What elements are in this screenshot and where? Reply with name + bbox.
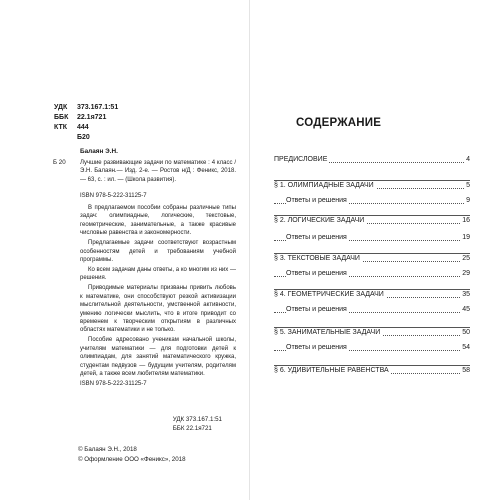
toc-entry-label: § 1. ОЛИМПИАДНЫЕ ЗАДАЧИ <box>274 182 374 189</box>
annotation-paragraph: Предлагаемые задачи соответствуют возрастным особенностям детей и требованиям учебной программы. <box>80 240 236 264</box>
toc-entry-label: § 3. ТЕКСТОВЫЕ ЗАДАЧИ <box>274 255 360 262</box>
card-code: Б 20 <box>53 159 66 166</box>
toc-subentry <box>274 269 470 279</box>
toc-entry <box>274 253 470 264</box>
toc-entry-label: § 6. УДИВИТЕЛЬНЫЕ РАВЕНСТВА <box>274 367 389 374</box>
sig-udc: УДК 373.167.1:51 <box>172 416 222 423</box>
udc-line <box>54 103 118 113</box>
ktk-line <box>54 123 118 133</box>
toc-page-number: 4 <box>466 156 470 163</box>
copyright-block <box>78 445 186 465</box>
toc-page-number: 45 <box>462 306 470 313</box>
annotation <box>80 204 236 389</box>
bibliographic-description: Лучшие развивающие задачи по математике : 4 класс / Э.Н. Балаян.— Изд. 2-е. — Ростов н/Д : Феникс, 2018. — 63, с. : ил. — (Школа развития). <box>80 160 236 183</box>
toc-subentry <box>274 233 470 243</box>
author-name: Балаян Э.Н. <box>80 148 118 155</box>
toc-entry <box>274 365 470 376</box>
toc-page-number: 35 <box>462 291 470 298</box>
signature-block <box>173 415 222 433</box>
toc-entry <box>274 215 470 226</box>
isbn-repeat: ISBN 978-5-222-31125-7 <box>80 381 147 388</box>
annotation-paragraph: Приводимые материалы призваны привить любовь к математике, они способствуют резкой активизации мыслительной деятельности, умственной активности, умению логически мыслить, что в итоге приводит со временем к творческим открытиям в различных областях математики и не только. <box>80 285 236 334</box>
copyright-author: © Балаян Э.Н., 2018 <box>78 446 137 453</box>
author-sign-code <box>54 133 118 143</box>
right-page <box>250 0 500 500</box>
toc-page-number: 58 <box>462 367 470 374</box>
toc-page-number: 16 <box>462 217 470 224</box>
toc-page-number: 19 <box>462 234 470 241</box>
toc-entry <box>274 180 470 191</box>
annotation-paragraph: В предлагаемом пособии собраны различные типы задач: олимпиадные, логические, текстовые, геометрические, занимательные, а также красивые числовые равенства и закономерности. <box>80 205 236 237</box>
udc-label: УДК <box>54 104 68 111</box>
toc-subentry <box>274 305 470 315</box>
bbk-value: 22.1я721 <box>76 114 107 121</box>
toc-title: СОДЕРЖАНИЕ <box>296 117 382 129</box>
toc-page-number: 9 <box>466 197 470 204</box>
toc-entry-label: ПРЕДИСЛОВИЕ <box>274 156 328 163</box>
toc-entry-label: Ответы и решения <box>286 197 347 204</box>
isbn: ISBN 978-5-222-31125-7 <box>80 193 147 199</box>
toc-entry <box>274 327 470 338</box>
toc-page-number: 29 <box>462 270 470 277</box>
toc-entry-label: § 4. ГЕОМЕТРИЧЕСКИЕ ЗАДАЧИ <box>274 291 384 298</box>
toc-page-number: 50 <box>462 329 470 336</box>
annotation-paragraph: Пособие адресовано ученикам начальной школы, учителям математики — для подготовки детей к олимпиадам, для занятий математического кружка, студентам педвузов — будущим учителям, родителям детей, а также всем любителям математики. <box>80 337 236 378</box>
copyright-design: © Оформление ООО «Феникс», 2018 <box>78 456 186 463</box>
udc-value: 373.167.1:51 <box>76 104 119 111</box>
toc-entry-label: Ответы и решения <box>286 270 347 277</box>
toc-page-number: 54 <box>462 344 470 351</box>
toc-page-number: 5 <box>466 182 470 189</box>
author-sign-code-text: Б20 <box>76 134 90 141</box>
toc-subentry <box>274 343 470 353</box>
ktk-label: КТК <box>54 124 67 131</box>
toc-entry-label: § 5. ЗАНИМАТЕЛЬНЫЕ ЗАДАЧИ <box>274 329 381 336</box>
ktk-value: 444 <box>76 124 89 131</box>
toc-entry <box>274 289 470 300</box>
toc-entry-label: Ответы и решения <box>286 344 347 351</box>
bbk-label: ББК <box>54 114 69 121</box>
toc-entry-label: Ответы и решения <box>286 234 347 241</box>
toc-subentry <box>274 196 470 206</box>
annotation-paragraph: Ко всем задачам даны ответы, а ко многим из них — решения. <box>80 267 236 282</box>
classification-block <box>54 103 118 143</box>
toc-entry <box>274 155 470 165</box>
toc-page-number: 25 <box>462 255 470 262</box>
toc-entry-label: Ответы и решения <box>286 306 347 313</box>
sig-bbk: ББК 22.1я721 <box>172 425 212 432</box>
bbk-line <box>54 113 118 123</box>
toc-entry-label: § 2. ЛОГИЧЕСКИЕ ЗАДАЧИ <box>274 217 365 224</box>
